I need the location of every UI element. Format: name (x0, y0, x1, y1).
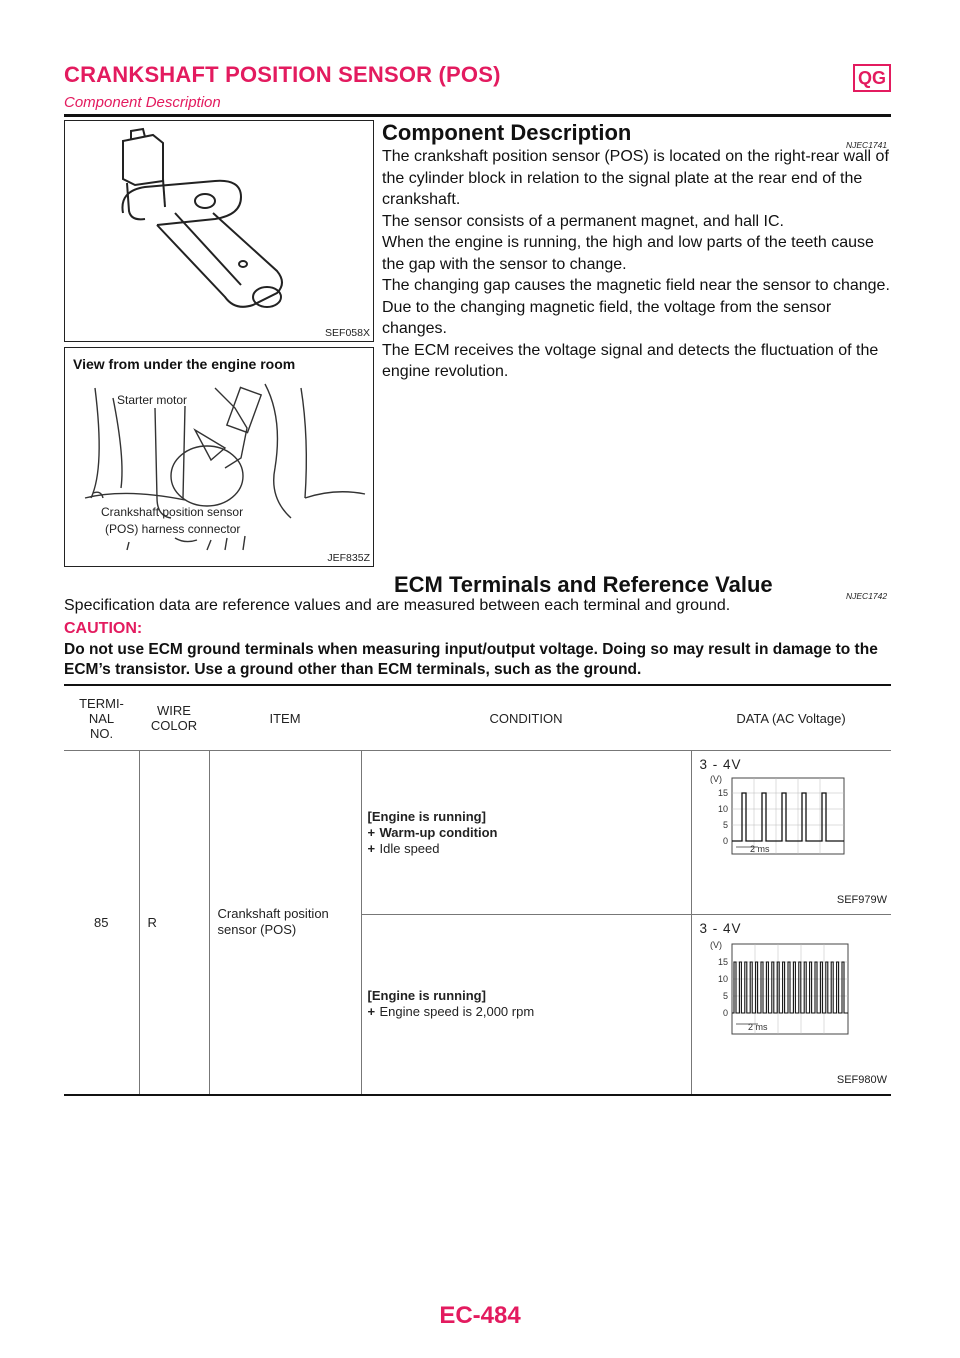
condition-title: [Engine is running] (367, 808, 486, 824)
component-description-heading: Component Description (382, 120, 632, 145)
y-tick-label: 0 (722, 1008, 728, 1018)
section-code: NJEC1741 (846, 140, 888, 150)
waveform-2000rpm (708, 938, 852, 1038)
condition-cell (361, 915, 691, 1095)
engine-badge: QG (853, 64, 891, 92)
bullet-icon: + (367, 824, 376, 840)
condition-cell (361, 751, 691, 915)
label-sensor-line1: Crankshaft position sensor (101, 505, 244, 519)
item-cell: Crankshaft position sensor (POS) (209, 751, 361, 1095)
label-starter-motor: Starter motor (117, 393, 188, 407)
y-tick-label: 10 (717, 804, 728, 814)
data-cell (691, 751, 891, 915)
caution-heading: CAUTION: (64, 620, 143, 637)
data-cell (691, 915, 891, 1095)
section-code: NJEC1742 (846, 591, 888, 601)
paragraph: The ECM receives the voltage signal and detects the fluctuation of the engine revolution. (382, 341, 879, 380)
condition-bullet (368, 1004, 690, 1020)
paragraph: Due to the changing magnetic field, the voltage from the sensor changes. (382, 298, 832, 337)
y-tick-label: 10 (717, 974, 728, 984)
header-wire (139, 685, 209, 751)
figure-title: View from under the engine room (73, 356, 296, 372)
component-description-body (382, 146, 892, 383)
header-terminal-l2: NAL (88, 710, 115, 726)
voltage-value: 3 - 4V (699, 921, 742, 936)
header-rule (64, 114, 891, 117)
header-condition: CONDITION (489, 710, 563, 726)
page-section-title: CRANKSHAFT POSITION SENSOR (POS) (64, 62, 501, 87)
header-wire-l1: WIRE (157, 703, 191, 718)
bullet-icon: + (367, 840, 376, 856)
label-sensor-line2: (POS) harness connector (105, 522, 241, 536)
paragraph: The sensor consists of a permanent magnet, and hall IC. (382, 212, 784, 230)
condition-bullet (368, 841, 690, 857)
condition-bullet-text: Idle speed (379, 840, 440, 856)
condition-bullet-text: Engine speed is 2,000 rpm (379, 1004, 535, 1020)
terminal-cell: 85 (64, 751, 139, 1095)
figure-code: SEF979W (836, 894, 887, 906)
page-number: EC-484 (439, 1302, 521, 1329)
header-terminal (64, 685, 139, 751)
condition-title: [Engine is running] (367, 988, 486, 1004)
condition-bullet (368, 825, 690, 841)
y-tick-label: 5 (722, 991, 728, 1001)
crankshaft-sensor-illustration (65, 121, 371, 339)
paragraph: When the engine is running, the high and low parts of the teeth cause the gap with the sensor to change. (382, 234, 874, 273)
y-unit-label: (V) (709, 940, 722, 950)
ecm-terminals-heading: ECM Terminals and Reference Value (394, 572, 773, 597)
figure-code: SEF058X (325, 327, 370, 339)
waveform-trace (732, 962, 848, 1013)
time-scale-label: 2 ms (747, 1022, 768, 1032)
paragraph: The changing gap causes the magnetic field near the sensor to change. (382, 277, 890, 294)
header-wire-l2: COLOR (150, 718, 198, 733)
y-tick-label: 15 (717, 957, 728, 967)
y-tick-label: 15 (717, 788, 728, 798)
paragraph: The crankshaft position sensor (POS) is located on the right-rear wall of the cylinder block in relation to the signal plate at the rear end of the crankshaft. (382, 148, 889, 208)
ecm-reference-table (64, 684, 891, 1096)
y-tick-label: 5 (722, 820, 728, 830)
sensor-figure (64, 120, 374, 342)
scope-frame (732, 778, 844, 854)
waveform-trace (732, 793, 844, 841)
header-item: ITEM (269, 710, 301, 726)
header-data: DATA (AC Voltage) (736, 710, 846, 726)
bullet-icon: + (367, 1004, 376, 1020)
y-unit-label: (V) (709, 774, 722, 784)
figure-code: JEF835Z (327, 552, 370, 564)
figure-code: SEF980W (836, 1073, 887, 1086)
location-figure (64, 347, 374, 567)
condition-bullet-text: Warm-up condition (379, 824, 498, 840)
waveform-idle (708, 774, 848, 856)
wire-cell: R (139, 751, 209, 1095)
header-terminal-l3: NO. (89, 725, 114, 741)
time-scale-label: 2 ms (749, 844, 770, 854)
voltage-value: 3 - 4V (699, 757, 742, 772)
spec-intro: Specification data are reference values and are measured between each terminal and ground. (64, 597, 731, 614)
page-subtitle: Component Description (64, 94, 221, 111)
scope-grid (732, 778, 844, 854)
header-terminal-l1: TERMI- (79, 695, 124, 711)
caution-text: Do not use ECM ground terminals when measuring input/output voltage. Doing so may result in damage to the ECM’s transistor. Use a ground other than ECM terminals, such as the ground. (64, 641, 878, 678)
y-tick-label: 0 (722, 836, 728, 846)
